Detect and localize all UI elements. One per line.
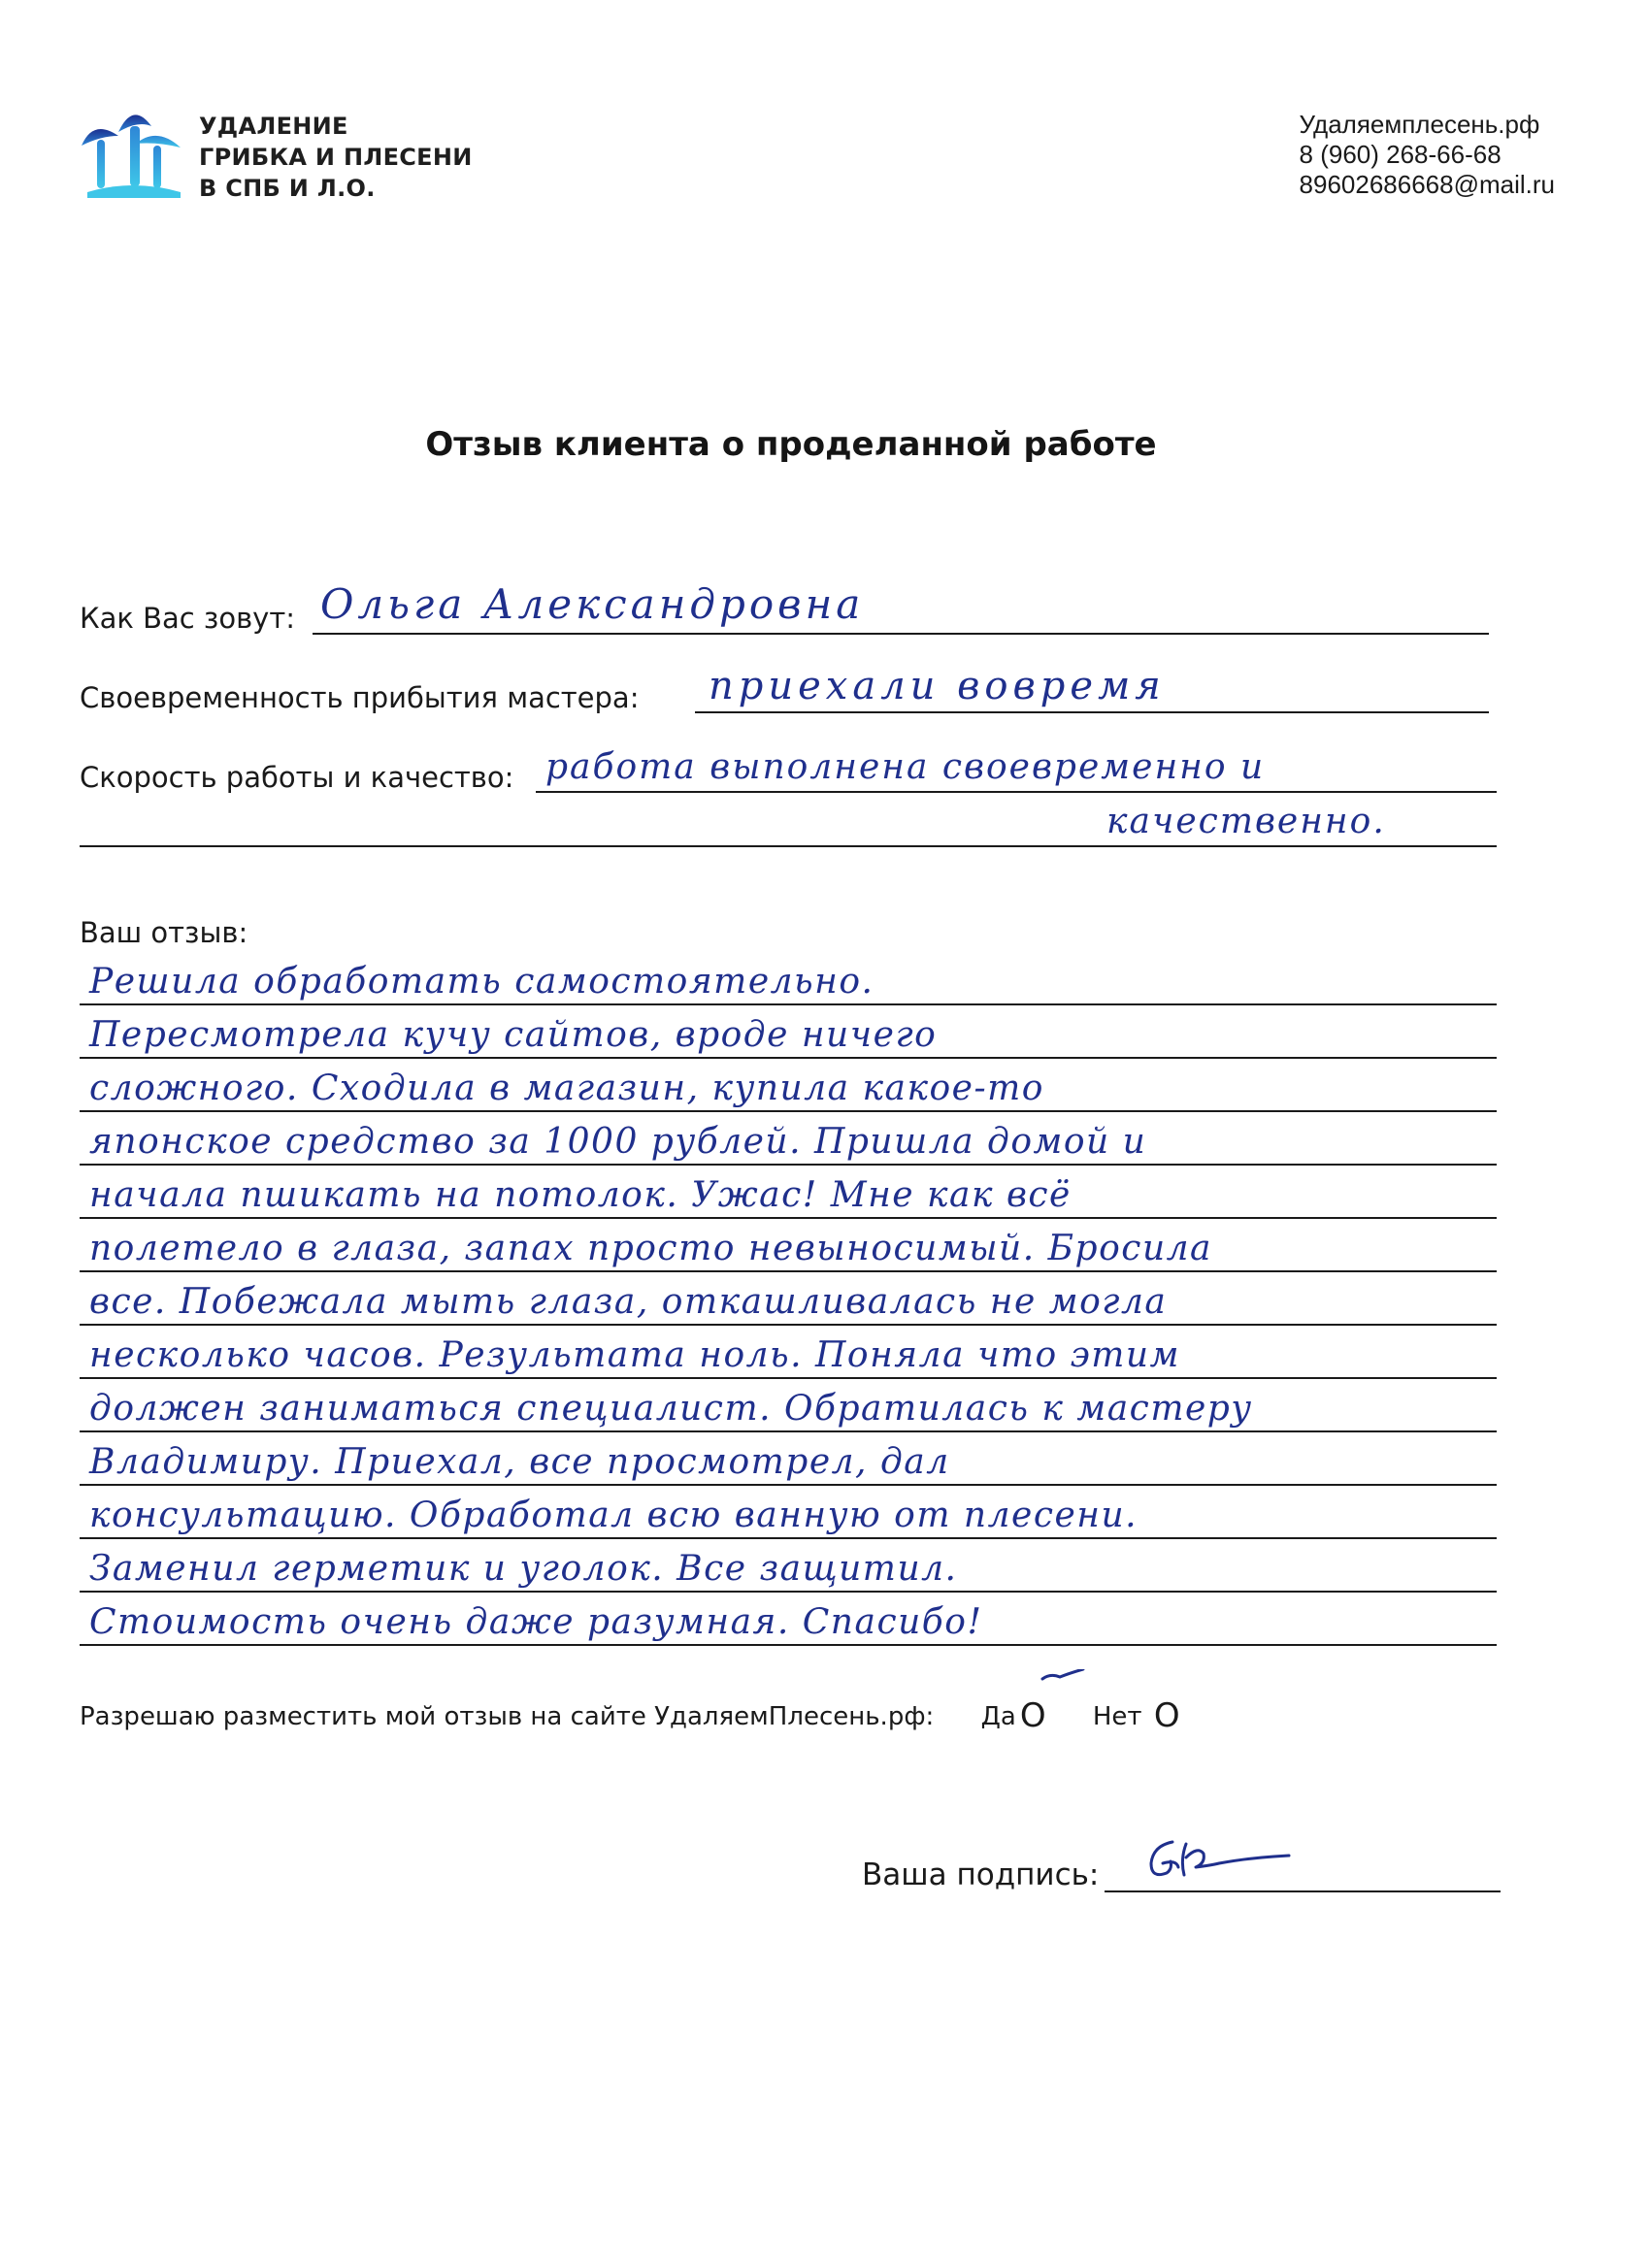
consent-text: Разрешаю разместить мой отзыв на сайте УдаляемПлесень.рф: xyxy=(80,1702,935,1731)
name-value: Ольга Александровна xyxy=(320,580,865,628)
review-text: должен заниматься специалист. Обратилась к мастеру xyxy=(89,1389,1253,1429)
website: Удаляемплесень.рф xyxy=(1299,110,1540,139)
review-line xyxy=(80,1113,1497,1166)
review-text: Заменил герметик и уголок. Все защитил. xyxy=(89,1549,958,1589)
check-mark-icon xyxy=(1039,1669,1087,1708)
review-line xyxy=(80,1273,1497,1326)
review-line xyxy=(80,1433,1497,1486)
consent-yes-label: Да xyxy=(980,1702,1016,1731)
form-title: Отзыв клиента о проделанной работе xyxy=(425,425,1157,464)
quality-value-line2: качественно. xyxy=(1106,802,1386,841)
signature-label: Ваша подпись: xyxy=(862,1857,1100,1892)
review-text: японское средство за 1000 рублей. Пришла домой и xyxy=(89,1122,1147,1162)
consent-no-option[interactable] xyxy=(1093,1696,1180,1735)
review-line xyxy=(80,1327,1497,1379)
review-text: Пересмотрела кучу сайтов, вроде ничего xyxy=(89,1015,938,1055)
handwritten-signature-icon xyxy=(1143,1824,1308,1889)
review-line xyxy=(80,1060,1497,1112)
review-text: консультацию. Обработал всю ванную от плесени. xyxy=(89,1496,1138,1535)
quality-rule xyxy=(536,791,1497,793)
quality-value-line1: работа выполнена своевременно и xyxy=(545,747,1266,787)
arrival-label: Своевременность прибытия мастера: xyxy=(80,681,640,714)
signature-line xyxy=(1105,1890,1501,1892)
contacts-block xyxy=(1300,110,1555,200)
review-line xyxy=(80,1380,1497,1432)
quality-label: Скорость работы и качество: xyxy=(80,761,514,794)
review-text: Владимиру. Приехал, все просмотрел, дал xyxy=(89,1442,950,1482)
name-label: Как Вас зовут: xyxy=(80,602,296,635)
company-line: ГРИБКА И ПЛЕСЕНИ xyxy=(199,144,473,171)
consent-yes-circle[interactable]: O xyxy=(1019,1696,1046,1735)
review-line xyxy=(80,1540,1497,1593)
review-text: сложного. Сходила в магазин, купила какое-то xyxy=(89,1068,1044,1108)
review-line xyxy=(80,953,1497,1005)
phone: 8 (960) 268-66-68 xyxy=(1299,140,1502,169)
name-rule xyxy=(313,633,1489,635)
review-text: начала пшикать на потолок. Ужас! Мне как всё xyxy=(89,1175,1072,1215)
review-label: Ваш отзыв: xyxy=(80,916,248,949)
review-text: полетело в глаза, запах просто невыносимый. Бросила xyxy=(89,1229,1213,1268)
review-text: все. Побежала мыть глаза, откашливалась не могла xyxy=(89,1282,1168,1322)
email: 89602686668@mail.ru xyxy=(1299,170,1555,199)
review-line xyxy=(80,1220,1497,1272)
consent-yes-option[interactable] xyxy=(981,1696,1046,1735)
arrival-value: приехали вовремя xyxy=(709,664,1166,708)
review-text: несколько часов. Результата ноль. Поняла что этим xyxy=(89,1335,1180,1375)
quality-rule-2 xyxy=(80,845,1497,847)
review-line xyxy=(80,1487,1497,1539)
company-name xyxy=(199,111,473,204)
consent-row xyxy=(80,1696,1180,1735)
consent-no-circle[interactable]: O xyxy=(1153,1696,1180,1735)
review-text: Стоимость очень даже разумная. Спасибо! xyxy=(89,1602,983,1642)
consent-no-label: Нет xyxy=(1092,1702,1142,1731)
review-line xyxy=(80,1167,1497,1219)
review-line xyxy=(80,1006,1497,1059)
company-line: В СПБ И Л.О. xyxy=(199,175,376,202)
review-line xyxy=(80,1594,1497,1646)
company-line: УДАЛЕНИЕ xyxy=(199,113,348,140)
review-text: Решила обработать самостоятельно. xyxy=(89,962,874,1002)
arrival-rule xyxy=(695,711,1489,713)
mushroom-logo-icon xyxy=(80,97,186,204)
